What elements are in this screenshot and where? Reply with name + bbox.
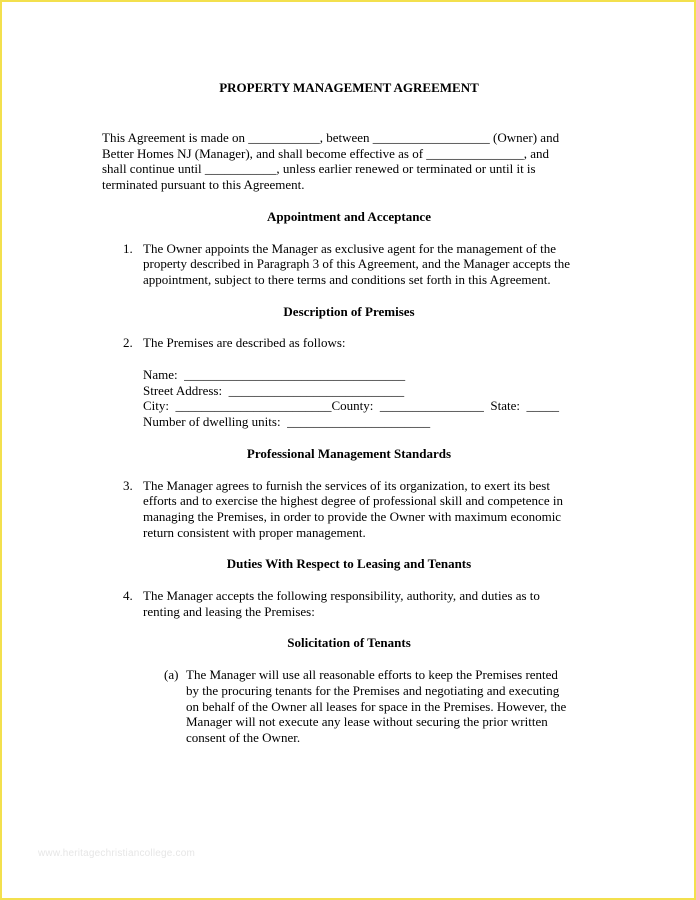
clause-line: on behalf of the Owner all leases for space in the Premises. However, the	[186, 698, 567, 714]
clause-line: The Manager agrees to furnish the services of its organization, to exert its best	[143, 477, 550, 493]
intro-line: shall continue until ___________, unless earlier renewed or terminated or until it is	[102, 161, 536, 177]
clause-1	[123, 241, 596, 288]
clause-line: appointment, subject to there terms and conditions set forth in this Agreement.	[143, 271, 551, 287]
clause-line: renting and leasing the Premises:	[143, 603, 315, 619]
watermark: www.heritagechristiancollege.com	[38, 848, 196, 859]
clause-4	[123, 588, 596, 619]
section-heading-premises: Description of Premises	[283, 303, 415, 319]
clause-3	[123, 478, 596, 541]
intro-paragraph	[102, 130, 596, 193]
clause-line: The Manager will use all reasonable efforts to keep the Premises rented	[186, 667, 558, 683]
intro-line: terminated pursuant to this Agreement.	[102, 177, 305, 193]
clause-2	[123, 335, 596, 351]
field-city-county-state: City: ________________________County: ________________ State: _____	[143, 398, 560, 414]
section-heading-leasing: Duties With Respect to Leasing and Tenants	[226, 556, 472, 572]
clause-line: The Manager accepts the following responsibility, authority, and duties as to	[143, 588, 540, 604]
clause-line: property described in Paragraph 3 of this Agreement, and the Manager accepts the	[143, 256, 571, 272]
section-heading-appointment: Appointment and Acceptance	[267, 208, 431, 224]
clause-line: The Owner appoints the Manager as exclusive agent for the management of the	[143, 240, 556, 256]
clause-4a	[164, 667, 596, 746]
clause-number: 3.	[123, 477, 133, 493]
clause-line: Manager will not execute any lease without securing the prior written	[186, 714, 548, 730]
clause-line: The Premises are described as follows:	[143, 335, 346, 351]
clause-number: 1.	[123, 240, 133, 256]
clause-number: 2.	[123, 335, 133, 351]
intro-line: This Agreement is made on ___________, between __________________ (Owner) and	[102, 130, 560, 145]
clause-line: return consistent with proper management.	[143, 524, 366, 540]
clause-line: efforts and to exercise the highest degree of professional skill and competence in	[143, 493, 563, 509]
clause-number: 4.	[123, 588, 133, 604]
clause-text	[186, 667, 596, 746]
document-page	[102, 80, 596, 746]
clause-number: (a)	[164, 667, 179, 683]
clause-text	[143, 478, 596, 541]
section-heading-standards: Professional Management Standards	[246, 445, 452, 461]
clause-text	[143, 335, 596, 351]
clause-text	[143, 241, 596, 288]
intro-line: Better Homes NJ (Manager), and shall become effective as of _______________, and	[102, 145, 550, 161]
clause-line: by the procuring tenants for the Premises and negotiating and executing	[186, 682, 560, 698]
field-street-address: Street Address: ___________________________	[143, 382, 405, 398]
document-title: PROPERTY MANAGEMENT AGREEMENT	[219, 80, 479, 95]
clause-line: consent of the Owner.	[186, 729, 301, 745]
clause-text	[143, 588, 596, 619]
field-name: Name: __________________________________	[143, 367, 406, 383]
premises-fields	[143, 367, 596, 430]
field-dwelling-units: Number of dwelling units: ______________________	[143, 414, 431, 430]
clause-line: managing the Premises, in order to provide the Owner with maximum economic	[143, 508, 562, 524]
section-heading-solicitation: Solicitation of Tenants	[287, 635, 411, 651]
